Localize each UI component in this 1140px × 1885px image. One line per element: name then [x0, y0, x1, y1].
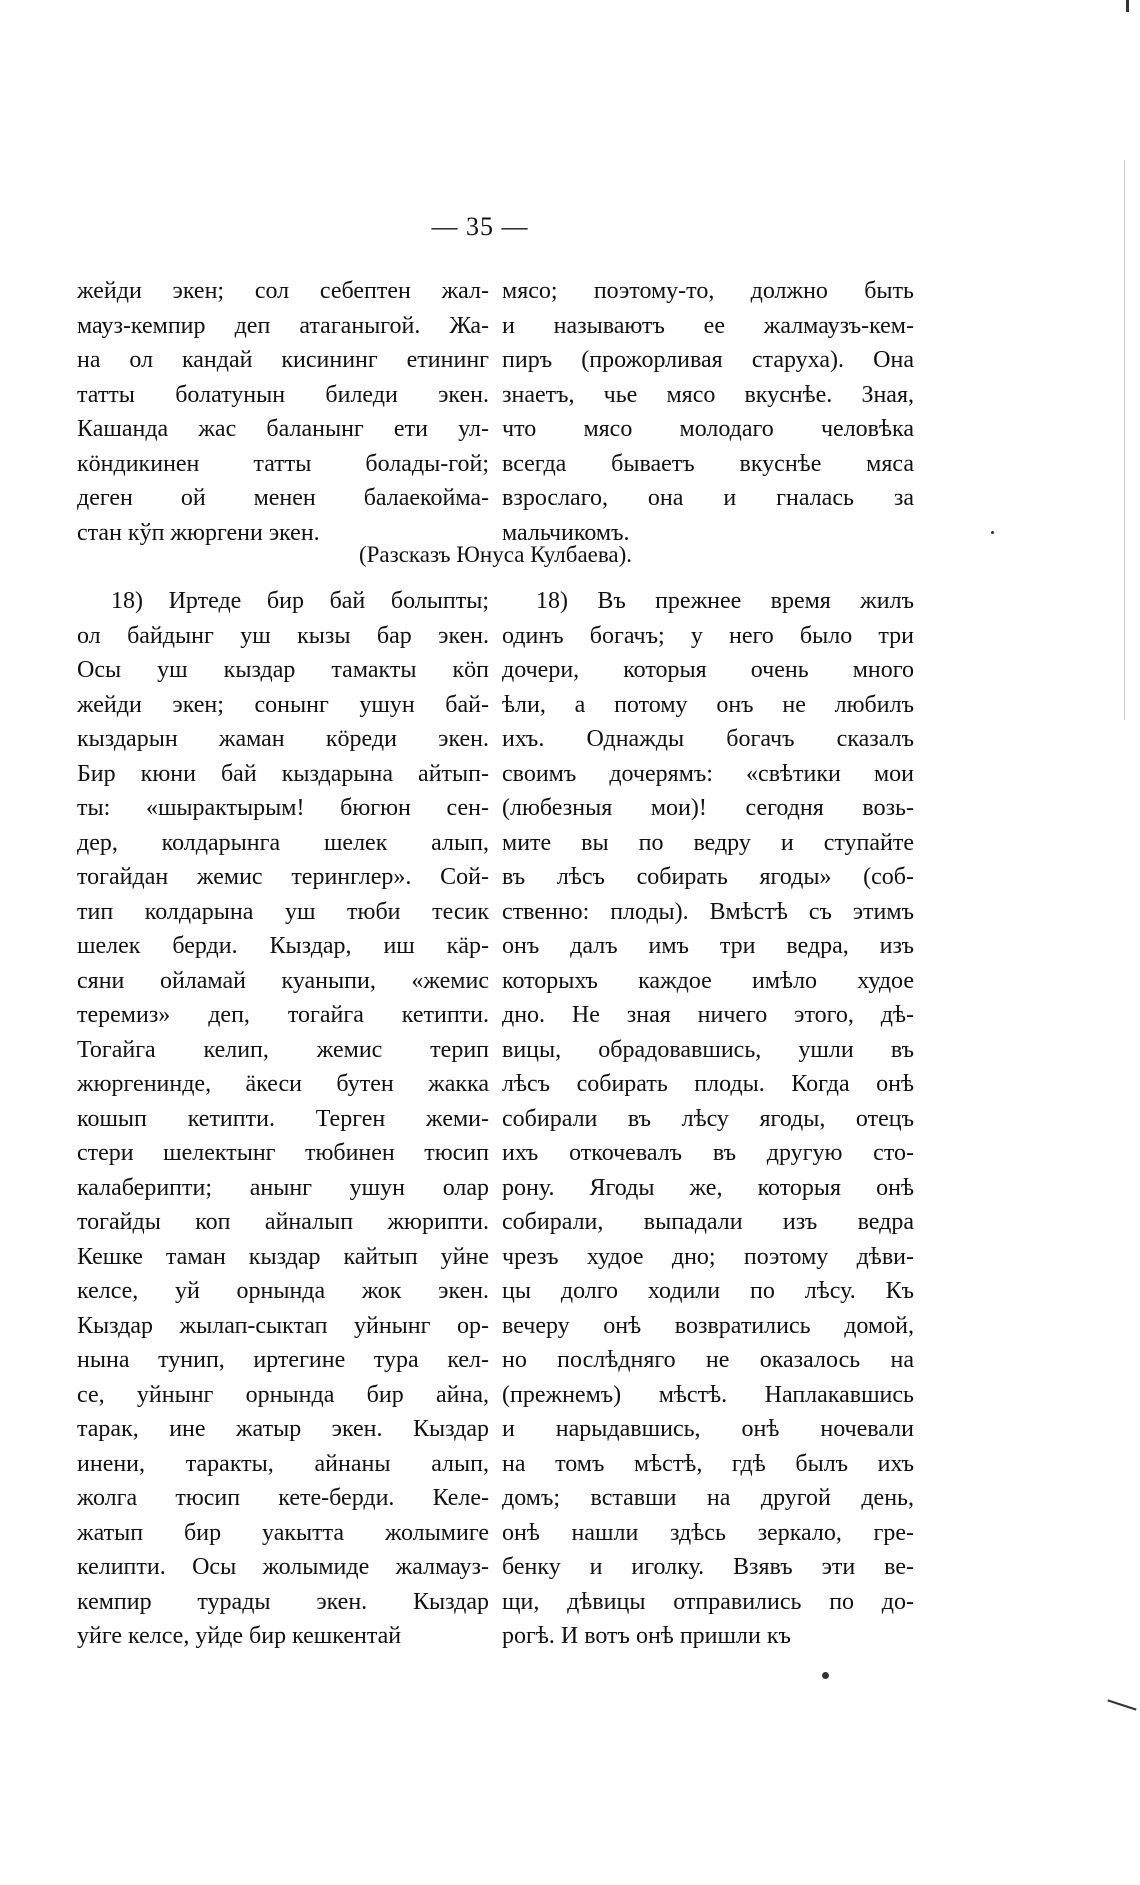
page-number: — 35 — — [431, 212, 529, 241]
text-line: Кешке таман кыздар кайтып уйне — [77, 1243, 489, 1270]
text-line: которыхъ каждое имѣло худое — [502, 967, 914, 994]
text-line: одинъ богачъ; у него было три — [502, 622, 914, 649]
scan-mark — [1124, 160, 1125, 720]
text-line: мите вы по ведру и ступайте — [502, 829, 914, 856]
text-line: въ лѣсъ собирать ягоды» (соб- — [502, 864, 914, 890]
text-line: деген ой менен балаекойма- — [77, 485, 489, 511]
text-line: стан кўп жюргени экен. — [77, 519, 320, 546]
scan-mark — [822, 1672, 829, 1679]
top-left-column — [77, 274, 489, 550]
scan-mark — [1126, 0, 1129, 12]
text-line: жюргенинде, äкеси бутен жакка — [77, 1071, 489, 1097]
text-line: Бир кюни бай кыздарына айтып- — [77, 760, 489, 787]
text-line: ихъ откочевалъ въ другую сто- — [502, 1140, 914, 1166]
text-line: нына тунип, иртегине тура кел- — [77, 1347, 489, 1373]
text-line: мясо; поэтому-то, должно быть — [502, 278, 914, 304]
text-line: тогайдан жемис теринглер». Сой- — [77, 864, 489, 890]
text-line: домъ; вставши на другой день, — [502, 1485, 914, 1511]
text-line: тогайды коп айналып жюрипти. — [77, 1209, 489, 1235]
top-right-column — [502, 274, 914, 550]
text-line: рону. Ягоды же, которыя онѣ — [502, 1174, 914, 1201]
text-line: кошып кетипти. Терген жеми- — [77, 1105, 489, 1132]
text-line: (прежнемъ) мѣстѣ. Наплакавшись — [502, 1381, 914, 1408]
text-line: онѣ нашли здѣсь зеркало, гре- — [502, 1519, 914, 1546]
text-line: жолга тюсип кете-берди. Келе- — [77, 1485, 489, 1511]
text-line: но послѣдняго не оказалось на — [502, 1347, 914, 1373]
text-line: кыздарын жаман кöреди экен. — [77, 726, 489, 752]
text-line: ол байдынг уш кызы бар экен. — [77, 622, 489, 649]
text-line: щи, дѣвицы отправились по до- — [502, 1588, 914, 1615]
text-line: келипти. Осы жолымиде жалмауз- — [77, 1554, 489, 1580]
text-line: 18) Въ прежнее время жилъ — [536, 588, 914, 614]
text-line: ѣли, а потому онъ не любилъ — [502, 691, 914, 718]
text-line: теремиз» деп, тогайга кетипти. — [77, 1002, 489, 1028]
main-left-column — [77, 584, 489, 1654]
text-line: рогѣ. И вотъ онѣ пришли къ — [502, 1623, 791, 1649]
text-line: дно. Не зная ничего этого, дѣ- — [502, 1002, 914, 1028]
text-line: сяни ойламай куаныпи, «жемис — [77, 967, 489, 994]
text-line: жатып бир уакытта жолымиге — [77, 1519, 489, 1546]
text-line: вечеру онѣ возвратились домой, — [502, 1312, 914, 1339]
text-line: се, уйнынг орнында бир айна, — [77, 1381, 489, 1408]
text-line: 18) Иртеде бир бай болыпты; — [111, 588, 489, 614]
text-line: ихъ. Однажды богачъ сказалъ — [502, 726, 914, 752]
text-line: собирали въ лѣсу ягоды, отецъ — [502, 1105, 914, 1132]
main-right-column — [502, 584, 914, 1654]
text-line: Осы уш кыздар тамакты кöп — [77, 657, 489, 683]
text-line: вицы, обрадовавшись, ушли въ — [502, 1036, 914, 1063]
text-line: и называютъ ее жалмаузъ-кем- — [502, 312, 914, 339]
text-line: дочери, которыя очень много — [502, 657, 914, 683]
text-line: ты: «шырактырым! бюгюн сен- — [77, 795, 489, 821]
text-line: шелек берди. Кыздар, иш кäр- — [77, 933, 489, 959]
attribution: (Разсказъ Юнуса Кулбаева). — [358, 542, 633, 567]
text-line: Кыздар жылап-сыктап уйнынг ор- — [77, 1312, 489, 1339]
text-line: кöндикинен татты болады-гой; — [77, 450, 489, 477]
text-line: (любезныя мои)! сегодня возь- — [502, 795, 914, 821]
text-line: лѣсъ собирать плоды. Когда онѣ — [502, 1071, 914, 1097]
text-line: калаберипти; анынг ушун олар — [77, 1174, 489, 1201]
text-line: дер, колдарынга шелек алып, — [77, 829, 489, 856]
text-line: тип колдарына уш тюби тесик — [77, 898, 489, 925]
text-line: жейди экен; сол себептен жал- — [77, 278, 489, 304]
text-line: пиръ (прожорливая старуха). Она — [502, 347, 914, 373]
text-line: уйге келсе, уйде бир кешкентай — [77, 1623, 402, 1649]
text-line: тарак, ине жатыр экен. Кыздар — [77, 1416, 489, 1442]
text-line: мауз-кемпир деп атаганыгой. Жа- — [77, 312, 489, 339]
scan-mark — [1107, 1699, 1136, 1710]
text-line: Кашанда жас баланынг ети ул- — [77, 416, 489, 442]
text-line: стери шелектынг тюбинен тюсип — [77, 1140, 489, 1166]
text-line: инени, таракты, айнаны алып, — [77, 1450, 489, 1477]
text-line: келсе, уй орнында жок экен. — [77, 1278, 489, 1304]
text-line: всегда бываетъ вкуснѣе мяса — [502, 450, 914, 477]
text-line: чрезъ худое дно; поэтому дѣви- — [502, 1243, 914, 1270]
text-line: на ол кандай кисининг етининг — [77, 347, 489, 373]
text-line: жейди экен; сонынг ушун бай- — [77, 691, 489, 718]
scan-mark — [991, 531, 994, 534]
text-line: кемпир турады экен. Кыздар — [77, 1588, 489, 1615]
text-line: мальчикомъ. — [502, 519, 630, 546]
text-line: собирали, выпадали изъ ведра — [502, 1209, 914, 1235]
text-line: Тогайга келип, жемис терип — [77, 1036, 489, 1063]
text-line: татты болатунын биледи экен. — [77, 381, 489, 408]
text-line: своимъ дочерямъ: «свѣтики мои — [502, 760, 914, 787]
text-line: знаетъ, чье мясо вкуснѣе. Зная, — [502, 381, 914, 408]
text-line: цы долго ходили по лѣсу. Къ — [502, 1278, 914, 1304]
text-line: на томъ мѣстѣ, гдѣ былъ ихъ — [502, 1450, 914, 1477]
text-line: что мясо молодаго человѣка — [502, 416, 914, 442]
text-line: взрослаго, она и гналась за — [502, 485, 914, 511]
text-line: онъ далъ имъ три ведра, изъ — [502, 933, 914, 959]
text-line: и нарыдавшись, онѣ ночевали — [502, 1416, 914, 1442]
text-line: бенку и иголку. Взявъ эти ве- — [502, 1554, 914, 1580]
text-line: ственно: плоды). Вмѣстѣ съ этимъ — [502, 898, 914, 925]
